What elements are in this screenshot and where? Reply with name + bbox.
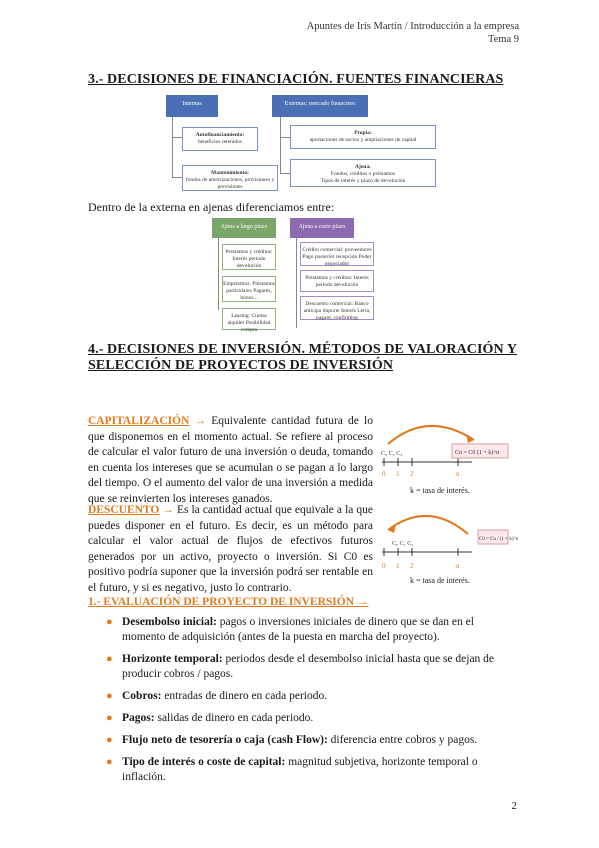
- capitalization-text: Equivalente cantidad futura de lo que disponemos en el momento actual. Se refiere al proceso de calcular el valor futuro de una inversión o deuda, tomando en cuenta los intereses que se acumulan o se pagan a lo largo del tiempo. O el aumento del valor de una inversión a medida que se reinvierten los intereses ganados.: [88, 415, 374, 505]
- discount-keyword: DESCUENTO: [88, 504, 160, 516]
- bullet-icon: ●: [106, 616, 113, 628]
- tick-0: 0: [382, 562, 386, 570]
- bullet-icon: ●: [106, 653, 113, 665]
- arrow-icon: →: [194, 415, 207, 427]
- list-item: ● Flujo neto de tesorería o caja (cash Flow): diferencia entre cobros y pagos.: [106, 734, 478, 746]
- financing-sources-diagram: [160, 93, 440, 193]
- maintenance-box: Mantenimiento: fondos de amortizaciones, provisiones y previsiones: [182, 165, 278, 191]
- discount-text: Es la cantidad actual que equivale a la que puedes disponer en el futuro. Es decir, es un método para calcular el valor actual de flujos de efectivos futuros generados por un activo, proyecto o inversión. Si C0 es positivo podría suponer que la inversión podrá ser rentable en el futuro, y si es negativo, justo lo contrario.: [88, 504, 374, 594]
- fig1-formula: Cn = C0 (1 + k)^n: [455, 450, 500, 456]
- fig1-caption: k = tasa de interés.: [410, 486, 470, 495]
- section-3-title: 3.- DECISIONES DE FINANCIACIÓN. FUENTES FINANCIERAS: [88, 72, 504, 87]
- arrow-icon: →: [356, 596, 369, 608]
- tick-1: 1: [396, 470, 400, 478]
- long-term-loans: Préstamos y créditos: Interés periodo devolución: [222, 244, 276, 270]
- own-funds-box: Propia: aportaciones de socios y ampliaciones de capital: [290, 125, 436, 149]
- autofin-box: Autofinanciamiento: beneficios retenidos: [182, 127, 258, 151]
- bullet-icon: ●: [106, 690, 113, 702]
- list-item: ● Desembolso inicial: pagos o inversiones iniciales de dinero que se dan en el momento de adquisición (antes de la puesta en marcha del proyecto).: [106, 616, 474, 643]
- tick-0: 0: [382, 470, 386, 478]
- evaluation-list: [100, 615, 520, 792]
- borrowed-funds-diagram: [212, 218, 380, 333]
- fig2-formula: C0 = Cn / (1 + k)^n: [479, 537, 519, 542]
- short-term-box: Ajena a corto plazo: [290, 218, 354, 238]
- tick-n: n: [456, 562, 460, 570]
- internal-box: Internas: [166, 95, 218, 117]
- capitalization-paragraph: [88, 414, 373, 507]
- header-line-1: Apuntes de Iris Martín / Introducción a la empresa: [306, 21, 519, 32]
- fig2-caption: k = tasa de interés.: [410, 576, 470, 585]
- discount-timeline: [378, 500, 519, 572]
- long-term-bonds: Empréstitos: Préstamos particulares Pagarés, bonos...: [222, 276, 276, 302]
- tick-n: n: [456, 470, 460, 478]
- header-line-2: Tema 9: [487, 34, 519, 45]
- bullet-icon: ●: [106, 756, 113, 768]
- short-term-discount: Descuento comercial: Banco anticipa importe Interés Letra, pagaré, confirming: [300, 296, 374, 320]
- list-item: ● Tipo de interés o coste de capital: magnitud subjetiva, horizonte temporal o inflación.: [106, 756, 478, 783]
- page-number: 2: [511, 800, 517, 812]
- tick-1: 1: [396, 562, 400, 570]
- short-term-loans: Préstamos y créditos: Interés periodo devolución: [300, 270, 374, 292]
- arrow-icon: →: [162, 504, 174, 516]
- svg-text:C₀ C₁ C₂: C₀ C₁ C₂: [381, 451, 403, 457]
- long-term-box: Ajena a largo plazo: [212, 218, 276, 238]
- tick-2: 2: [410, 470, 414, 478]
- discount-paragraph: [88, 503, 373, 596]
- evaluation-heading: 1.- EVALUACIÓN DE PROYECTO DE INVERSIÓN →: [88, 596, 369, 608]
- bullet-icon: ●: [106, 712, 113, 724]
- bullet-icon: ●: [106, 734, 113, 746]
- capitalization-keyword: CAPITALIZACIÓN: [88, 415, 190, 427]
- capitalization-figure: [378, 410, 510, 500]
- short-term-credit: Crédito comercial: proveedores Pago posterior recepción Poder negociador: [300, 242, 374, 266]
- borrowed-funds-box: Ajena: Fondos, créditos o préstamos Tipos de interés y plazo de devolución: [290, 159, 436, 187]
- list-item: ● Horizonte temporal: periodos desde el desembolso inicial hasta que se dejan de producir cobros / pagos.: [106, 653, 495, 680]
- svg-text:C₀ C₁ C₂: C₀ C₁ C₂: [392, 541, 414, 547]
- discount-figure: [378, 500, 519, 590]
- list-item: ● Pagos: salidas de dinero en cada periodo.: [106, 712, 314, 724]
- external-box: Externas: mercado financiero: [272, 95, 368, 117]
- list-item: ● Cobros: entradas de dinero en cada periodo.: [106, 690, 328, 702]
- tick-2: 2: [410, 562, 414, 570]
- long-term-leasing: Leasing: Cuotas alquiler Posibilidad compra: [222, 308, 276, 330]
- running-header: [307, 20, 519, 46]
- intro-text: Dentro de la externa en ajenas diferenciamos entre:: [88, 200, 335, 214]
- section-4-title: 4.- DECISIONES DE INVERSIÓN. MÉTODOS DE VALORACIÓN Y SELECCIÓN DE PROYECTOS DE INVERSIÓN: [88, 342, 518, 373]
- capitalization-timeline: [378, 410, 510, 480]
